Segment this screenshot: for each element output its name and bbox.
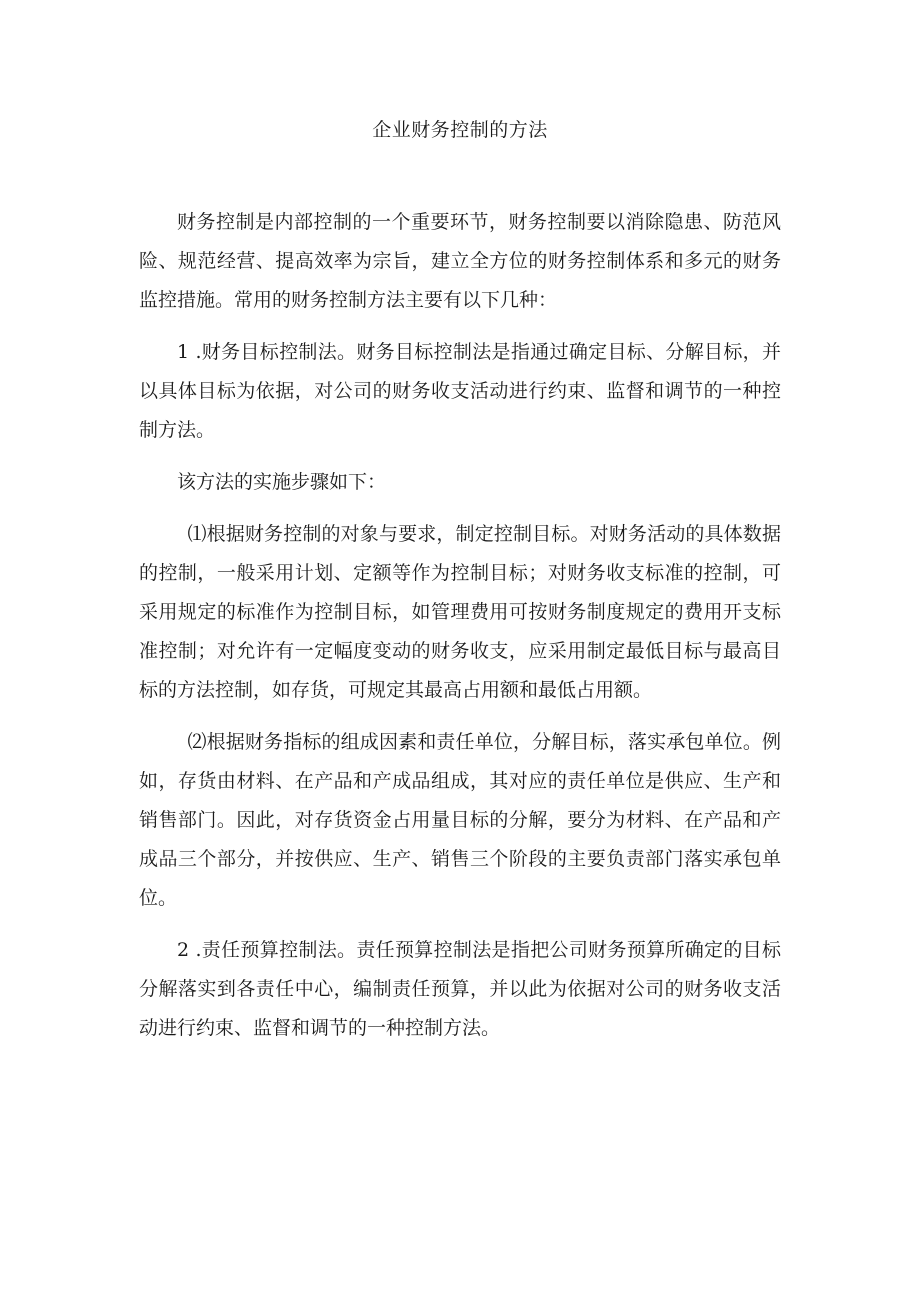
step-1-paragraph: ⑴根据财务控制的对象与要求，制定控制目标。对财务活动的具体数据的控制，一般采用计划、定额等作为控制目标；对财务收支标准的控制，可采用规定的标准作为控制目标，如管理费用可按财务制度规定的费用开支标准控制；对允许有一定幅度变动的财务收支，应采用制定最低目标与最高目标的方法控制，如存货，可规定其最高占用额和最低占用额。 [139,523,781,701]
method-2-paragraph: 2 .责任预算控制法。责任预算控制法是指把公司财务预算所确定的目标分解落实到各责任中心，编制责任预算，并以此为依据对公司的财务收支活动进行约束、监督和调节的一种控制方法。 [139,939,781,1039]
step-2-paragraph: ⑵根据财务指标的组成因素和责任单位，分解目标，落实承包单位。例如，存货由材料、在产品和产成品组成，其对应的责任单位是供应、生产和销售部门。因此，对存货资金占用量目标的分解，要分为材料、在产品和产成品三个部分，并按供应、生产、销售三个阶段的主要负责部门落实承包单位。 [139,731,781,909]
steps-intro-paragraph: 该方法的实施步骤如下： [177,471,387,493]
document-title: 企业财务控制的方法 [372,119,548,141]
method-1-paragraph: 1 .财务目标控制法。财务目标控制法是指通过确定目标、分解目标，并以具体目标为依据，对公司的财务收支活动进行约束、监督和调节的一种控制方法。 [139,341,781,441]
intro-paragraph: 财务控制是内部控制的一个重要环节，财务控制要以消除隐患、防范风险、规范经营、提高效率为宗旨，建立全方位的财务控制体系和多元的财务监控措施。常用的财务控制方法主要有以下几种： [139,211,781,311]
document-body [139,203,781,1048]
